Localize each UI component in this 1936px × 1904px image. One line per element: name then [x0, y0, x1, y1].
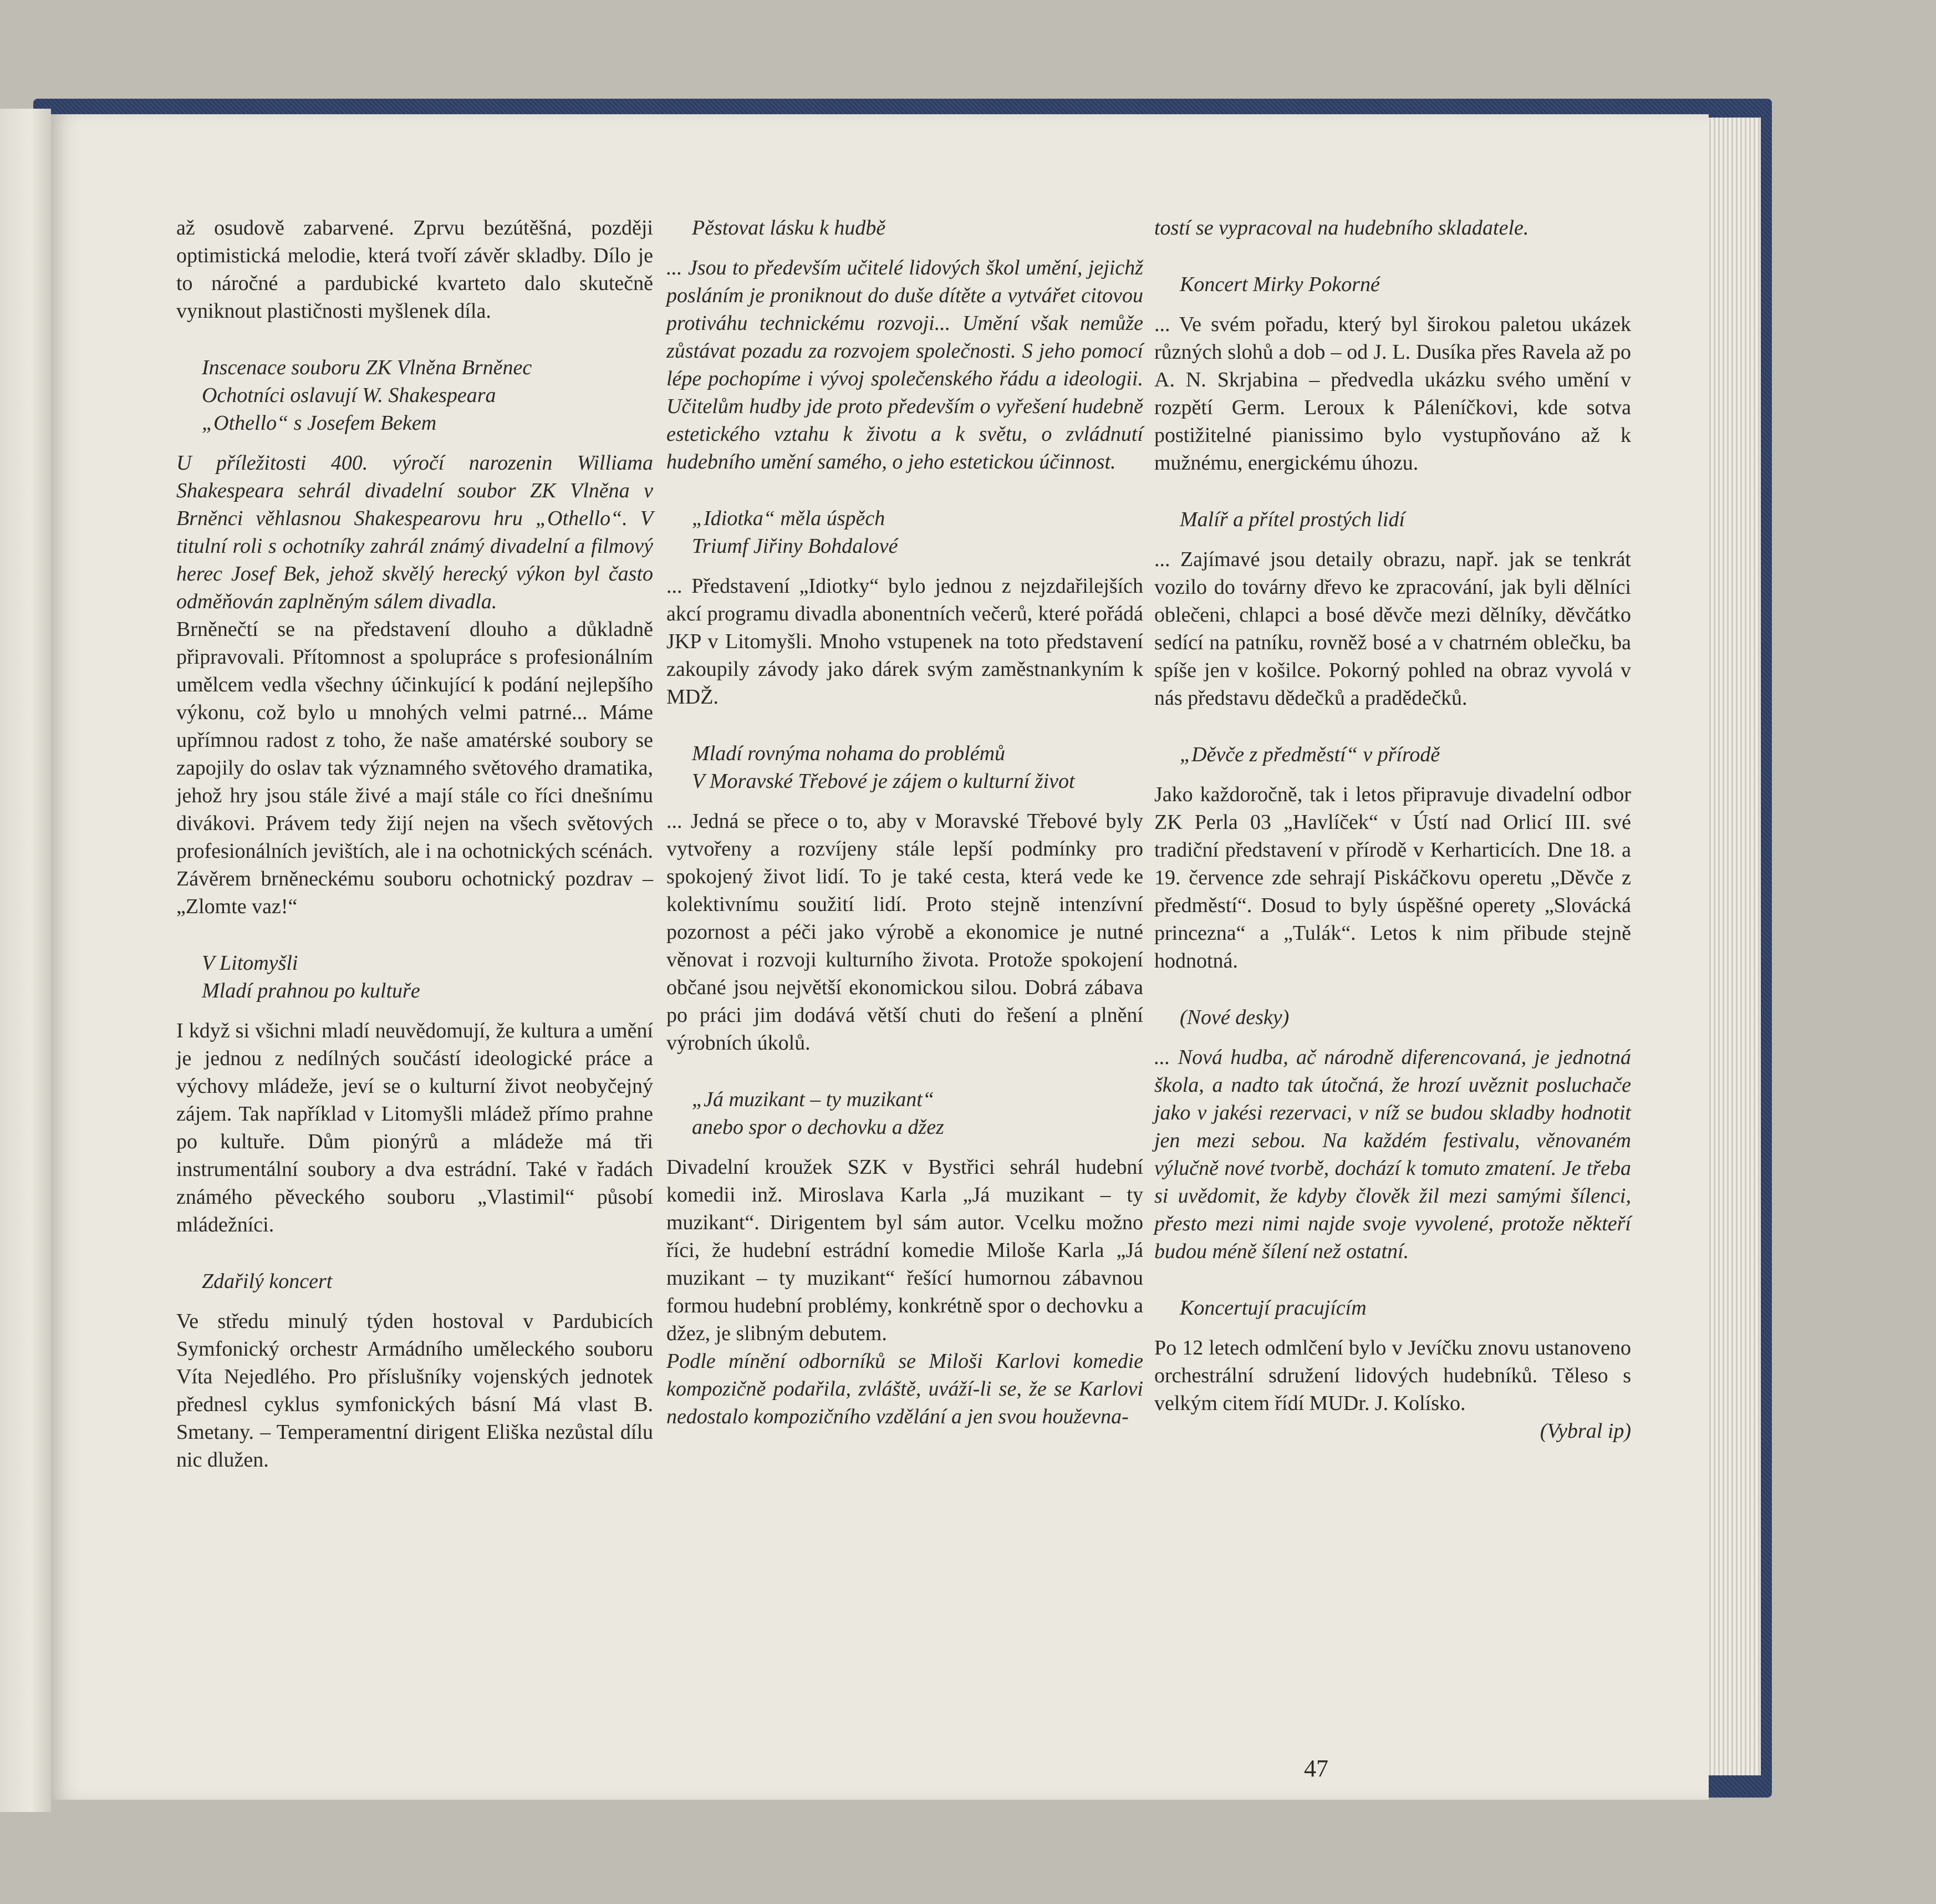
body-paragraph: I když si všichni mladí neuvědomují, že kultura a umění je jednou z nedílných součástí ideologické práce a výchovy mládeže, jeví se o kulturní život neobyčejný zájem. Tak například v Litomyšli mládež přímo prahne po kultuře. Dům pionýrů a mládeže má tři instrumentální soubory a dva estrádní. Také v řadách známého pěveckého souboru „Vlastimil“ působí mládežníci. [176, 1019, 653, 1236]
section-heading: V Litomyšli [202, 951, 298, 975]
section-heading: Mladí rovnýma nohama do problémů [692, 742, 1006, 765]
body-paragraph: ... Zajímavé jsou detaily obrazu, např. jak se tenkrát vozilo do továrny dřevo ke zpracování, jak byli dělníci oblečeni, chlapci a bosé děvče mezi dělníky, děvčátko sedící na patníku, rovněž bosé a v chatrném oblečku, ba spíše jen v košilce. Pokorný pohled na obraz vyvolá v nás představu dědečků a pradědečků. [1154, 548, 1631, 710]
book-page [51, 114, 1709, 1800]
column-1 [176, 214, 653, 1474]
section-heading: „Idiotka“ měla úspěch [692, 507, 885, 530]
body-paragraph: ... Jedná se přece o to, aby v Moravské Třebové byly vytvořeny a rozvíjeny stále lepší podmínky pro spokojený život lidí. To je také cesta, která vede ke kolektivnímu soužití lidí. Proto stejně intenzívní pozornost a péči jako výrobě a ekonomice je nutné věnovat i rozvoji kulturního života. Protože spokojení občané jsou největší ekonomickou silou. Dobrá zábava po práci jim dodává větší chuti do řešení a plnění výrobních úkolů. [666, 810, 1143, 1055]
body-paragraph: ... Představení „Idiotky“ bylo jednou z nejzdařilejších akcí programu divadla abonentních večerů, které pořádá JKP v Litomyšli. Mnoho vstupenek na toto představení zakoupily závody jako dárek svým zaměstnankyním k MDŽ. [666, 574, 1143, 709]
body-paragraph-italic: Podle mínění odborníků se Miloši Karlovi komedie kompozičně podařila, zvláště, uváží-li se, že se Karlovi nedostalo kompozičního vzdělání a jen svou houževna- [666, 1350, 1143, 1428]
section-heading: Inscenace souboru ZK Vlněna Brněnec [202, 356, 532, 379]
section-heading: „Děvče z předměstí“ v přírodě [1180, 743, 1440, 766]
continued-paragraph: tostí se vypracoval na hudebního skladatele. [1154, 216, 1529, 240]
column-2 [666, 214, 1143, 1430]
editor-credit: (Vybral ip) [1540, 1419, 1631, 1443]
body-paragraph: Ve středu minulý týden hostoval v Pardubicích Symfonický orchestr Armádního uměleckého souboru Víta Nejedlého. Pro příslušníky vojenských jednotek přednesl cyklus symfonických básní Má vlast B. Smetany. – Temperamentní dirigent Eliška nezůstal dílu nic dlužen. [176, 1310, 653, 1472]
lead-paragraph: ... Jsou to především učitelé lidových škol umění, jejichž posláním je proniknout do duše dítěte a vytvářet citovou protiváhu technickému rozvoji... Umění však nemůže zůstávat pozadu za rozvojem společnosti. S jeho pomocí lépe pochopíme i vývoj společenského řádu a ideologii. Učitelům hudby jde proto především o vyřešení hudebně estetického vztahu k životu a k světu, o zvládnutí hudebního umění samého, o jeho estetickou účinnost. [666, 256, 1143, 474]
body-paragraph: Jako každoročně, tak i letos připravuje divadelní odbor ZK Perla 03 „Havlíček“ v Ústí nad Orlicí III. své tradiční představení v přírodě v Kerharticích. Dne 18. a 19. července zde sehrají Piskáčkovu operetu „Děvče z předměstí“. Dosud to byly úspěšné operety „Slovácká princezna“ a „Tulák“. Letos k nim přibude stejně hodnotná. [1154, 783, 1631, 973]
column-3 [1154, 214, 1631, 1445]
section-heading: Pěstovat lásku k hudbě [692, 216, 886, 240]
section-heading: Triumf Jiřiny Bohdalové [692, 534, 898, 558]
body-paragraph: ... Ve svém pořadu, který byl širokou paletou ukázek různých slohů a dob – od J. L. Dusíka přes Ravela až po A. N. Skrjabina – předvedla ukázku svého umění v rozpětí Germ. Leroux k Páleníčkovi, kde sotva postižitelné pianissimo bylo vystupňováno až k mužnému, energickému úhozu. [1154, 313, 1631, 475]
section-heading: „Othello“ s Josefem Bekem [202, 411, 437, 435]
section-heading: Zdařilý koncert [202, 1270, 333, 1293]
section-heading: „Já muzikant – ty muzikant“ [692, 1088, 934, 1111]
lead-paragraph: U příležitosti 400. výročí narozenin Williama Shakespeara sehrál divadelní soubor ZK Vlněna v Brněnci věhlasnou Shakespearovu hru „Othello“. V titulní roli s ochotníky zahrál známý divadelní a filmový herec Josef Bek, jehož skvělý herecký výkon byl často odměňován zaplněným sálem divadla. [176, 451, 653, 613]
body-paragraph: Brněnečtí se na představení dlouho a důkladně připravovali. Přítomnost a spolupráce s profesionálním umělcem vedla všechny účinkující k podání nejlepšího výkonu, což bylo u mnohých velmi patrné... Máme upřímnou radost z toho, že naše amatérské soubory se zapojily do oslav tak významného světového dramatika, jehož hry jsou stále živé a mají stále co říci dnešnímu divákovi. Právem tedy žijí nejen na všech světových profesionálních jevištích, ale i na ochotnických scénách. Závěrem brněneckému souboru ochotnický pozdrav – „Zlomte vaz!“ [176, 618, 653, 918]
section-heading: V Moravské Třebové je zájem o kulturní život [692, 770, 1075, 793]
section-heading: Malíř a přítel prostých lidí [1180, 508, 1405, 531]
section-heading: (Nové desky) [1180, 1006, 1290, 1029]
section-heading: Mladí prahnou po kultuře [202, 979, 420, 1002]
section-heading: Koncertují pracujícím [1180, 1296, 1367, 1320]
body-paragraph: Divadelní kroužek SZK v Bystřici sehrál hudební komedii inž. Miroslava Karla „Já muzikant – ty muzikant“. Dirigentem byl sám autor. Vcelku možno říci, že hudební estrádní komedie Miloše Karla „Já muzikant – ty muzikant“ řešící humornou zábavnou formou hudební problémy, konkrétně spor o dechovku a džez, je slibným debutem. [666, 1155, 1143, 1345]
page-number: 47 [1304, 1755, 1328, 1782]
lead-paragraph: ... Nová hudba, ač národně diferencovaná, je jednotná škola, a nadto tak útočná, že hrozí uvěznit posluchače jako v jakési rezervaci, v níž se budou skladby hodnotit jen mezi sebou. Na každém festivalu, věnovaném výlučně nové tvorbě, dochází k tomuto zmatení. Je třeba si uvědomit, že kdyby člověk žil mezi samými šílenci, přesto mezi nimi najde svoje vyvolené, protože někteří budou méně šílení než ostatní. [1154, 1046, 1631, 1263]
section-heading: Ochotníci oslavují W. Shakespeara [202, 384, 496, 407]
body-paragraph: Po 12 letech odmlčení bylo v Jevíčku znovu ustanoveno orchestrální sdružení lidových hudebníků. Těleso s velkým citem řídí MUDr. J. Kolísko. [1154, 1336, 1631, 1415]
section-heading: Koncert Mirky Pokorné [1180, 273, 1380, 296]
page-edges [1702, 118, 1761, 1775]
previous-page-edge [0, 109, 51, 1812]
intro-paragraph: až osudově zabarvené. Zprvu bezútěšná, později optimistická melodie, která tvoří závěr skladby. Dílo je to náročné a pardubické kvarteto dalo skutečně vyniknout plastičnosti myšlenek díla. [176, 216, 653, 323]
section-heading: anebo spor o dechovku a džez [692, 1116, 944, 1139]
